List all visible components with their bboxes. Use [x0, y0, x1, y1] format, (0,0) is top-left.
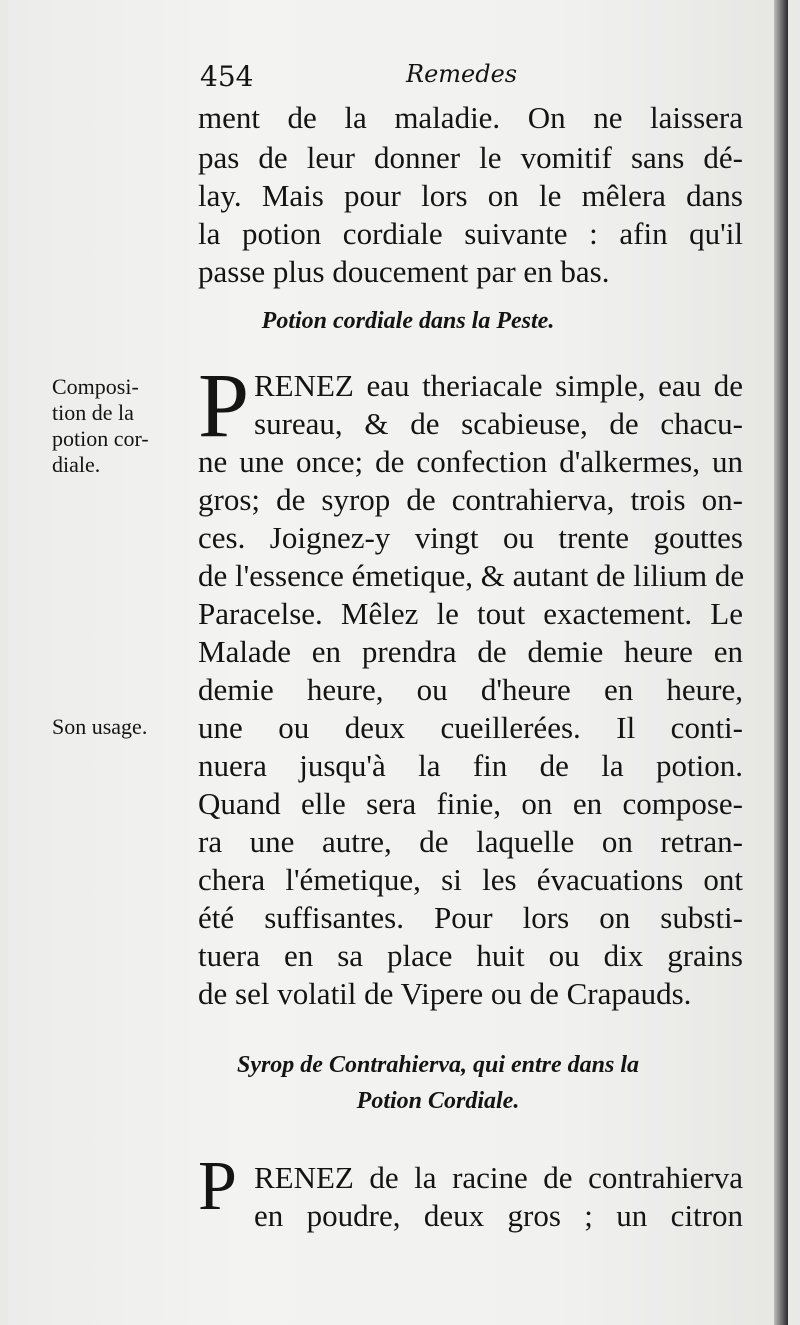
section-heading: Syrop de Contrahierva, qui entre dans la: [236, 1052, 640, 1078]
text-line: demie heure, ou d'heure en heure,: [198, 672, 743, 707]
margin-note-line: diale.: [52, 452, 101, 477]
text-line: RENEZ de la racine de contrahierva: [254, 1160, 743, 1195]
margin-note-usage: Son usage.: [52, 714, 148, 739]
page-header: [198, 56, 528, 100]
text-line: ces. Joignez-y vingt ou trente gouttes: [198, 520, 743, 555]
text-line: sureau, & de scabieuse, de chacu-: [254, 406, 743, 441]
margin-note-line: tion de la: [52, 400, 134, 425]
text-line: pas de leur donner le vomitif sans dé-: [198, 140, 743, 175]
text-line: une ou deux cueillerées. Il conti-: [198, 710, 743, 745]
text-line: Quand elle sera finie, on en compose-: [198, 786, 743, 821]
text-line: lay. Mais pour lors on le mêlera dans: [198, 178, 743, 213]
section-heading: Potion Cordiale.: [356, 1088, 520, 1114]
drop-cap: P: [198, 1148, 237, 1225]
text-line: la potion cordiale suivante : afin qu'il: [198, 216, 743, 251]
page-edge-shadow: [774, 0, 788, 1325]
text-line: en poudre, deux gros ; un citron: [254, 1198, 743, 1233]
text-line: nuera jusqu'à la fin de la potion.: [198, 748, 743, 783]
page-number: 454: [200, 60, 254, 93]
text-line: tuera en sa place huit ou dix grains: [198, 938, 743, 973]
text-line: été suffisantes. Pour lors on substi-: [198, 900, 743, 935]
text-line: RENEZ eau theriacale simple, eau de: [254, 368, 743, 403]
text-line: passe plus doucement par en bas.: [198, 254, 610, 289]
text-line: Paracelse. Mêlez le tout exactement. Le: [198, 596, 743, 631]
drop-cap: P: [198, 354, 250, 456]
text-line: Malade en prendra de demie heure en: [198, 634, 743, 669]
text-line: de l'essence émetique, & autant de lilium de: [198, 558, 745, 593]
text-line: de sel volatil de Vipere ou de Crapauds.: [198, 976, 692, 1011]
text-line: chera l'émetique, si les évacuations ont: [198, 862, 743, 897]
book-page: [8, 0, 788, 1325]
text-line: gros; de syrop de contrahierva, trois on-: [198, 482, 743, 517]
margin-note-line: Composi-: [52, 374, 139, 399]
margin-note-composition: [52, 374, 192, 478]
text-line: ment de la maladie. On ne laissera: [198, 100, 743, 135]
margin-note-line: potion cor-: [52, 426, 149, 451]
section-heading: Potion cordiale dans la Peste.: [261, 308, 555, 334]
text-line: ra une autre, de laquelle on retran-: [198, 824, 743, 859]
running-title: Remedes: [406, 60, 518, 88]
text-line: ne une once; de confection d'alkermes, un: [198, 444, 743, 479]
